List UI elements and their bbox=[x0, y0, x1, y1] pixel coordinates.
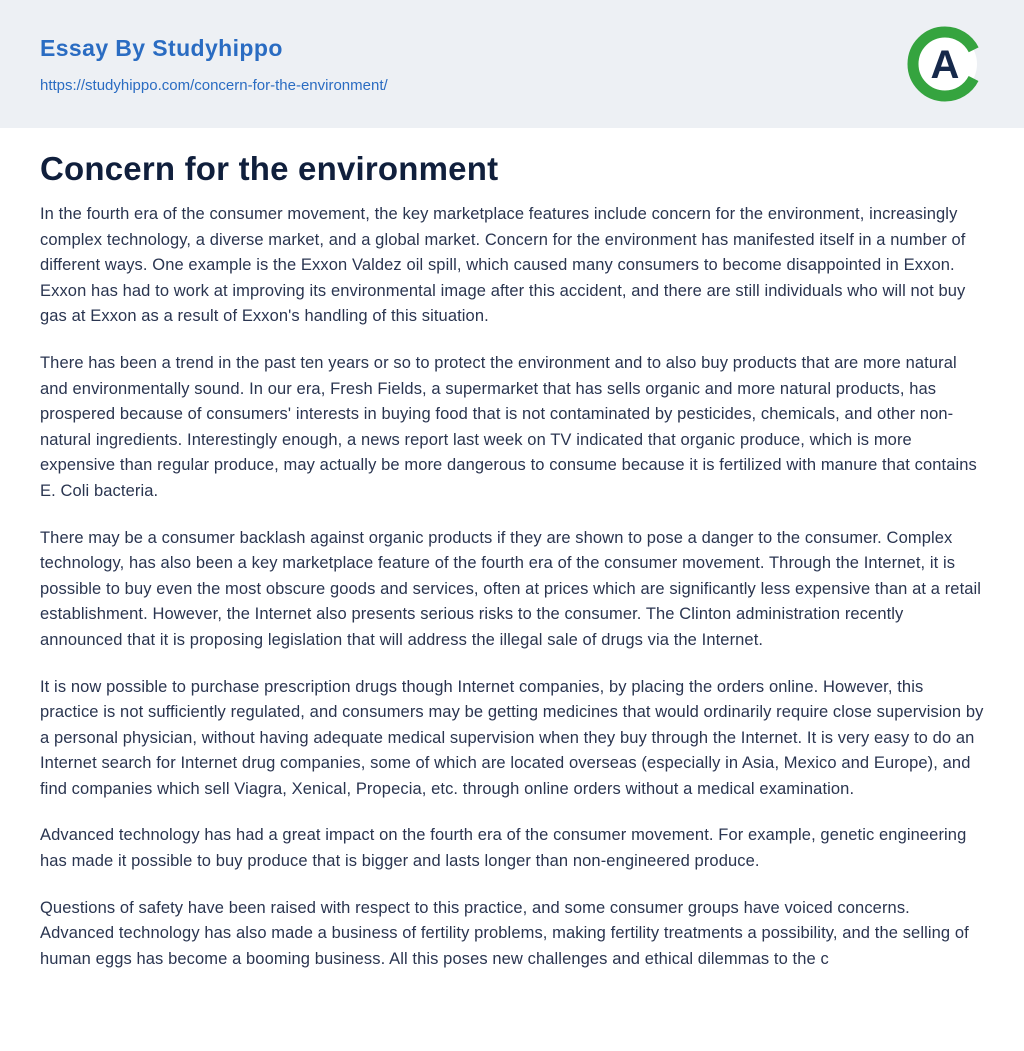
page-header bbox=[0, 0, 1024, 128]
essay-paragraph-1: In the fourth era of the consumer movement, the key marketplace features include concern for the environment, increasingly complex technology, a diverse market, and a global market. Concern for the environment has manifested itself in a number of different ways. One example is the Exxon Valdez oil spill, which caused many consumers to become disappointed in Exxon. Exxon has had to work at improving its environmental image after this accident, and there are still individuals who will not buy gas at Exxon as a result of Exxon's handling of this situation. bbox=[40, 205, 966, 326]
essay-paragraph-4: It is now possible to purchase prescription drugs though Internet companies, by placing the orders online. However, this practice is not sufficiently regulated, and consumers may be getting medicines that would ordinarily require close supervision by a personal physician, without having adequate medical supervision when they buy through the Internet. It is very easy to do an Internet search for Internet drug companies, some of which are located overseas (especially in Asia, Mexico and Europe), and find companies which sell Viagra, Xenical, Propecia, etc. through online orders without a medical examination. bbox=[40, 677, 984, 798]
essay-title: Concern for the environment bbox=[40, 150, 499, 187]
essay-byline: Essay By Studyhippo bbox=[40, 34, 283, 61]
essay-paragraph-2: There has been a trend in the past ten years or so to protect the environment and to also buy products that are more natural and environmentally sound. In our era, Fresh Fields, a supermarket that has sells organic and more natural products, has prospered because of consumers' interests in buying food that is not contaminated by pesticides, chemicals, and other non-natural ingredients. Interestingly enough, a news report last week on TV indicated that organic produce, which is more expensive than regular produce, may actually be more dangerous to consume because it is fertilized with manure that contains E. Coli bacteria. bbox=[40, 353, 977, 500]
essay-paragraph-5: Advanced technology has had a great impact on the fourth era of the consumer movement. For example, genetic engineering has made it possible to buy produce that is bigger and lasts longer than non-engineered produce. bbox=[40, 826, 967, 871]
header-text-block bbox=[40, 35, 388, 94]
studyhippo-logo bbox=[906, 25, 984, 103]
studyhippo-logo-icon bbox=[906, 25, 984, 103]
essay-paragraph-6: Questions of safety have been raised with respect to this practice, and some consumer groups have voiced concerns. Advanced technology has also made a business of fertility problems, making fertility treatments a possibility, and the selling of human eggs has become a booming business. All this poses new challenges and ethical dilemmas to the c bbox=[40, 898, 969, 968]
essay-paragraph-3: There may be a consumer backlash against organic products if they are shown to pose a danger to the consumer. Complex technology, has also been a key marketplace feature of the fourth era of the consumer movement. Through the Internet, it is possible to buy even the most obscure goods and services, often at prices which are significantly less expensive than at a retail establishment. However, the Internet also presents serious risks to the consumer. The Clinton administration recently announced that it is proposing legislation that will address the illegal sale of drugs via the Internet. bbox=[40, 528, 982, 649]
essay-body bbox=[40, 202, 984, 972]
essay-url-link[interactable]: https://studyhippo.com/concern-for-the-environment/ bbox=[40, 76, 388, 94]
essay-content bbox=[0, 128, 1024, 972]
logo-letter: A bbox=[930, 43, 960, 87]
